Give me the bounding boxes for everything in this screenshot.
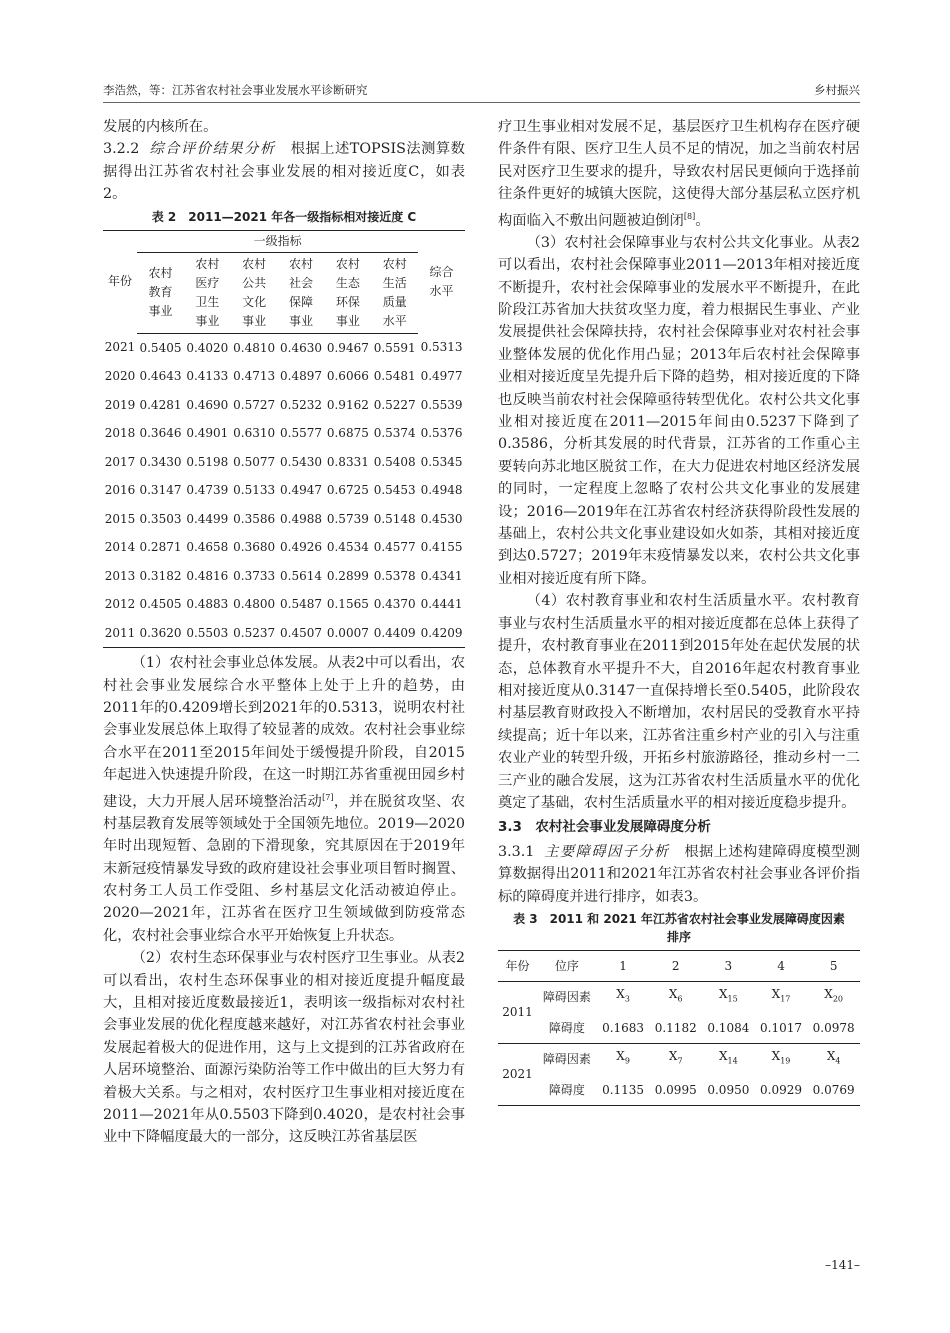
paragraph: 疗卫生事业相对发展不足，基层医疗卫生机构存在医疗硬件条件有限、医疗卫生人员不足的情况，加之当前农村居民对医疗卫生要求的提升，导致农村居民更倾向于选择前往条件更好的城镇大医院，这使得大部分基层私立医疗机构面临入不敷出问题被迫倒闭[8]。 (498, 119, 860, 229)
table2-header-total: 综合水平 (429, 264, 454, 298)
table-row: 2011 障碍因素 $X_3$ $X_6$ $X_{15}$ $X_{17}$ $X_{20}$ (498, 981, 860, 1012)
running-header (103, 80, 860, 103)
page-number: –141– (825, 1258, 860, 1272)
table-row: 2019 0.4281 0.4690 0.5727 0.5232 0.9162 0.5227 0.5539 (104, 397, 463, 412)
section-heading: 3.3 农村社会事业发展障碍度分析 (498, 819, 711, 836)
table-row: 2016 0.3147 0.4739 0.5133 0.4947 0.6725 0.5453 0.4948 (104, 483, 463, 498)
table-row: 2021 障碍因素 $X_9$ $X_7$ $X_{14}$ $X_{19}$ $X_4$ (502, 1049, 841, 1082)
table-row: 2021 0.5405 0.4020 0.4810 0.4630 0.9467 0.5591 0.5313 (104, 340, 463, 355)
table-row: 2012 0.4505 0.4883 0.4800 0.5487 0.1565 0.4370 0.4441 (104, 597, 463, 612)
table3: 年份 位序 1 2 3 4 5 2011 障碍因素 $X_3$ $X_6$ $X_{15}$ $X_{17}$ $X_{20}$ 障碍度 0.1683 0.1182 0.1084 0.1017 0.0978 2021 障碍因素 $X_9$ $X_7$ $X_{14}$ $X_{19}$ $X_4$ 障碍度 0.1135 0.0995 0.0950 0.0929 0.0769 (498, 950, 860, 1106)
header-right: 乡村振兴 (814, 83, 860, 97)
paragraph: （3）农村社会保障事业与农村公共文化事业。从表2可以看出，农村社会保障事业2011—2013年相对接近度不断提升，农村社会保障事业的发展水平不断提升，在此阶段江苏省加大扶贫攻坚力度，着力根据民生事业、产业发展提供社会保障扶持，农村社会保障事业对农村社会事业整体发展的优化作用凸显；2013年后农村社会保障事业相对接近度呈先提升后下降的趋势，相对接近度的下降也反映当前农村社会保障亟待转型优化。农村公共文化事业相对接近度在2011—2015年间由0.5237下降到了0.3586，分析其发展的时代背景，江苏省的工作重心主要转向苏北地区脱贫工作，在大力促进农村地区经济发展的同时，一定程度上忽略了农村公共文化事业的发展建设；2016—2019年在江苏省农村经济获得阶段性发展的基础上，农村公共文化事业建设如火如荼，其相对接近度到达0.5727；2019年末疫情暴发以来，农村公共文化事业相对接近度有所下降。 (498, 234, 860, 587)
section-3-2-2: 3.2.2 综合评价结果分析 根据上述TOPSIS法测算数据得出江苏省农村社会事业发展的相对接近度C，如表2。 (103, 141, 465, 203)
table2-group-header: 一级指标 (137, 230, 418, 252)
table2-header: 农村公共文化事业 (231, 252, 278, 333)
table2-header: 农村教育事业 (137, 252, 184, 333)
table-row: 2020 0.4643 0.4133 0.4713 0.4897 0.6066 0.5481 0.4977 (104, 369, 463, 384)
header-left: 李浩然，等：江苏省农村社会事业发展水平诊断研究 (103, 83, 368, 97)
citation[interactable]: [7] (322, 792, 334, 802)
table-row: 2017 0.3430 0.5198 0.5077 0.5430 0.8331 0.5408 0.5345 (104, 454, 463, 469)
table2-header: 农村生态环保事业 (324, 252, 371, 333)
table2-header: 农村生活质量水平 (371, 252, 418, 333)
table-row: 障碍度 0.1135 0.0995 0.0950 0.0929 0.0769 (548, 1082, 855, 1097)
table-row: 障碍度 0.1683 0.1182 0.1084 0.1017 0.0978 (498, 1012, 860, 1043)
table2-header: 农村医疗卫生事业 (184, 252, 231, 333)
section-3-3-1: 3.3.1 主要障碍因子分析 根据上述构建障碍度模型测算数据得出2011和2021年江苏省农村社会事业各评价指标的障碍度并进行排序，如表3。 (498, 843, 861, 905)
table2-header-year: 年份 (108, 274, 133, 289)
table2-caption: 表 2 2011—2021 年各一级指标相对接近度 C (151, 209, 417, 224)
table2 (103, 230, 465, 649)
table-row: 2013 0.3182 0.4816 0.3733 0.5614 0.2899 0.5378 0.4341 (104, 568, 463, 583)
table-row: 2015 0.3503 0.4499 0.3586 0.4988 0.5739 0.5148 0.4530 (104, 511, 463, 526)
table-row: 2014 0.2871 0.4658 0.3680 0.4926 0.4534 0.4577 0.4155 (104, 540, 463, 555)
left-column (103, 116, 465, 1149)
table-row: 2018 0.3646 0.4901 0.6310 0.5577 0.6875 0.5374 0.5376 (104, 426, 463, 441)
table-row: 2011 0.3620 0.5503 0.5237 0.4507 0.0007 0.4409 0.4209 (104, 625, 463, 640)
paragraph: （4）农村教育事业和农村生活质量水平。农村教育事业与农村生活质量水平的相对接近度都在总体上获得了提升，农村教育事业在2011到2015年处在起伏发展的状态，总体教育水平提升不大，自2016年起农村教育事业相对接近度从0.3147一直保持增长至0.5405，此阶段农村基层教育财政投入不断增加，农村居民的受教育水平持续提高；近十年以来，江苏省注重乡村产业的引入与注重农业产业的转型升级，开拓乡村旅游路径，推动乡村一二三产业的融合发展，这为江苏省农村生活质量水平的优化奠定了基础，农村生活质量水平的相对接近度稳步提升。 (498, 593, 860, 811)
table3-caption: 表 3 2011 和 2021 年江苏省农村社会事业发展障碍度因素 排序 (513, 911, 845, 944)
paragraph: （2）农村生态环保事业与农村医疗卫生事业。从表2可以看出，农村生态环保事业的相对接近度提升幅度最大，且相对接近度数最接近1，表明该一级指标对农村社会事业发展的优化程度越来越好，对江苏省农村社会事业发展起着极大的促进作用，这与上文提到的江苏省政府在人居环境整治、面源污染防治等工作中做出的巨大努力有着极大关系。与之相对，农村医疗卫生事业相对接近度在2011—2021年从0.5503下降到0.4020，是农村社会事业中下降幅度最大的一部分，这反映江苏省基层医 (103, 950, 465, 1146)
right-column (498, 116, 860, 1106)
paragraph: 发展的内核所在。 (103, 119, 218, 135)
paragraph: （1）农村社会事业总体发展。从表2中可以看出，农村社会事业发展综合水平整体上处于上升的趋势，由2011年的0.4209增长到2021年的0.5313，说明农村社会事业发展总体上取得了较显著的成效。农村社会事业综合水平在2011至2015年间处于缓慢提升阶段，自2015年起进入快速提升阶段，在这一时期江苏省重视田园乡村建设，大力开展人居环境整治活动[7]，并在脱贫攻坚、农村基层教育发展等领域处于全国领先地位。2019—2020年时出现短暂、急剧的下滑现象，究其原因在于2019年末新冠疫情暴发导致的政府建设社会事业项目暂时搁置、农村务工人员工作受阻、乡村基层文化活动被迫停止。2020—2021年，江苏省在医疗卫生领域做到防疫常态化，农村社会事业综合水平开始恢复上升状态。 (103, 655, 466, 944)
table2-header: 农村社会保障事业 (278, 252, 325, 333)
citation[interactable]: [8] (683, 211, 696, 221)
